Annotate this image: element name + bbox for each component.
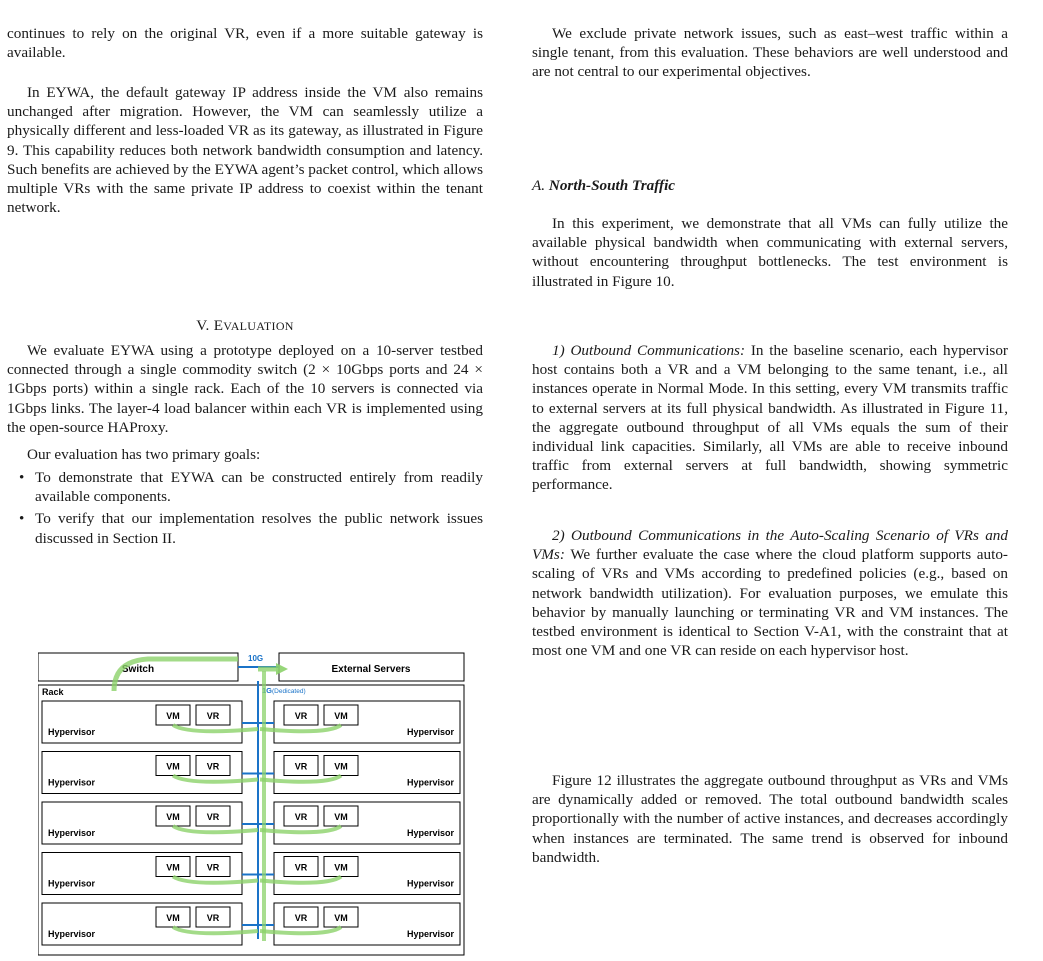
label-1g: 1G(Dedicated)	[262, 686, 306, 695]
vm-label: VM	[334, 913, 348, 923]
list-item: • To demonstrate that EYWA can be constructed entirely from readily available components.	[7, 468, 483, 506]
vm-label: VM	[334, 761, 348, 772]
paragraph: We exclude private network issues, such as east–west traffic within a single tenant, from this evaluation. These behaviors are well understood and are not central to our experimental objectives.	[532, 25, 1008, 81]
vr-label: VR	[294, 913, 308, 923]
list-item: • To verify that our implementation resolves the public network issues discussed in Section II.	[7, 509, 483, 547]
vr-label: VR	[206, 711, 220, 721]
hypervisor-label: Hypervisor	[406, 727, 454, 737]
hypervisor-label: Hypervisor	[406, 828, 454, 838]
subsection-heading	[532, 176, 1008, 195]
section-title-initial: E	[213, 317, 224, 334]
vm-label: VM	[166, 711, 180, 721]
vr-label: VR	[206, 812, 220, 822]
switch-label: Switch	[121, 664, 155, 675]
vr-label: VR	[294, 761, 308, 772]
section-title-rest: VALUATION	[223, 319, 294, 333]
paragraph-head: 1) Outbound Communications:	[552, 342, 746, 359]
hypervisor-label: Hypervisor	[48, 828, 96, 838]
vm-label: VM	[166, 913, 180, 923]
vm-label: VM	[166, 761, 180, 772]
subsection-title: North-South Traffic	[548, 177, 676, 194]
hypervisor-label: Hypervisor	[48, 878, 96, 889]
paragraph: In EYWA, the default gateway IP address inside the VM also remains unchanged after migration. However, the VM can seamlessly utilize a physically different and less-loaded VR as its gateway, as illustrated in Figure 9. This capability reduces both network bandwidth consumption and latency. Such benefits are achieved by the EYWA agent’s packet control, which allows multiple VRs with the same private IP address to coexist within the tenant network.	[7, 84, 483, 217]
vr-label: VR	[206, 913, 220, 923]
hypervisor-label: Hypervisor	[48, 777, 96, 788]
paragraph: 2) Outbound Communications in the Auto-Scaling Scenario of VRs and VMs: We further evaluate the case where the cloud platform supports auto-scaling of VRs and VMs according to predefined policies (e.g., based on network bandwidth utilization). For evaluation purposes, we emulate this behavior by manually launching or terminating VR and VM instances. The testbed environment is identical to Section V-A1, with the constraint that at most one VM and one VR can reside on each hypervisor host.	[532, 527, 1008, 660]
paragraph: In this experiment, we demonstrate that all VMs can fully utilize the available physical bandwidth when communicating with external servers, without encountering throughput bottlenecks. The test environment is illustrated in Figure 10.	[532, 215, 1008, 290]
paragraph: We evaluate EYWA using a prototype deployed on a 10-server testbed connected through a single commodity switch (2 × 10Gbps ports and 24 × 1Gbps ports) within a single rack. Each of the 10 servers is connected via 1Gbps links. The layer-4 load balancer within each VR is implemented using the open-source HAProxy.	[7, 342, 483, 436]
paragraph: Our evaluation has two primary goals:	[27, 446, 261, 463]
vm-label: VM	[166, 812, 180, 822]
hypervisor-label: Hypervisor	[406, 878, 454, 889]
hypervisor-label: Hypervisor	[406, 929, 454, 939]
vm-label: VM	[334, 862, 348, 873]
vr-label: VR	[294, 711, 308, 721]
vm-label: VM	[166, 862, 180, 873]
paragraph: 1) Outbound Communications: In the baseline scenario, each hypervisor host contains both a VR and a VM belonging to the same tenant, i.e., all instances operate in Normal Mode. In this setting, every VM transmits traffic to external servers at its full physical bandwidth. As illustrated in Figure 11, the aggregate outbound throughput of all VMs equals the sum of their individual link capacities. Similarly, all VMs are able to receive inbound traffic from external servers at full bandwidth, showing symmetric performance.	[532, 342, 1008, 494]
section-number: V.	[196, 317, 210, 334]
subsection-label: A.	[532, 177, 546, 194]
hypervisor-label: Hypervisor	[406, 777, 454, 788]
vr-label: VR	[294, 862, 308, 873]
hypervisor-label: Hypervisor	[48, 727, 96, 737]
vr-label: VR	[206, 862, 220, 873]
paragraph: continues to rely on the original VR, even if a more suitable gateway is available.	[7, 25, 483, 62]
label-10g: 10G	[248, 654, 264, 663]
paragraph-head: 2) Outbound Communications in the Auto-Scaling Scenario of VRs and VMs:	[532, 527, 1008, 564]
testbed-diagram	[38, 651, 468, 956]
vr-label: VR	[206, 761, 220, 772]
rack-label: Rack	[42, 687, 64, 697]
goals-list	[7, 468, 483, 548]
paragraph: Figure 12 illustrates the aggregate outbound throughput as VRs and VMs are dynamically added or removed. The total outbound bandwidth scales proportionally with the number of active instances, and decreases accordingly when instances are terminated. The same trend is observed for inbound bandwidth.	[532, 772, 1008, 866]
vm-label: VM	[334, 812, 348, 822]
hypervisor-label: Hypervisor	[48, 929, 96, 939]
testbed-figure	[38, 651, 468, 956]
external-servers-label: External Servers	[331, 664, 411, 675]
vm-label: VM	[334, 711, 348, 721]
section-heading	[7, 316, 483, 336]
vr-label: VR	[294, 812, 308, 822]
